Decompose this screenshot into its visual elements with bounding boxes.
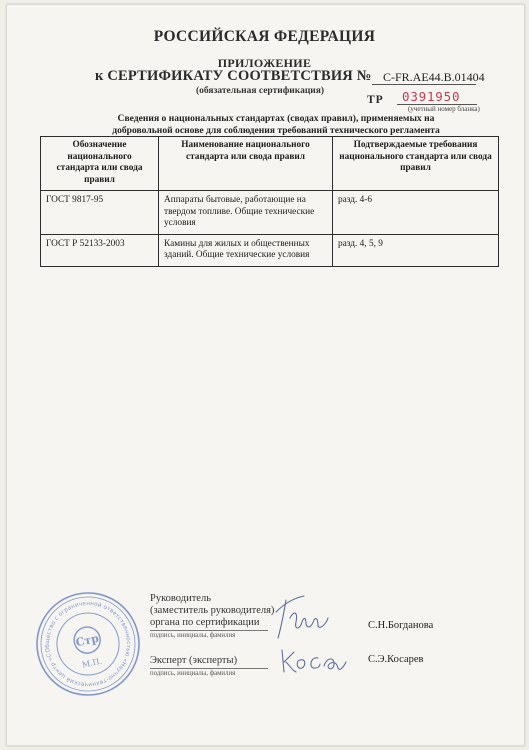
appendix-title: ПРИЛОЖЕНИЕ bbox=[217, 56, 312, 70]
column-header-name: Наименование национального стандарта или свода правил bbox=[159, 137, 333, 191]
expert-signature bbox=[278, 644, 350, 676]
head-name: С.Н.Богданова bbox=[368, 620, 434, 631]
head-signature-rule bbox=[150, 630, 268, 631]
standard-requirements: разд. 4-6 bbox=[333, 191, 499, 235]
head-title-line-2: (заместитель руководителя) bbox=[150, 605, 275, 616]
svg-text:Общество с ограниченной ответс: Общество с ограниченной ответственностью «Научно-технический центр «Сертификация» bbox=[44, 600, 132, 688]
column-header-requirements: Подтверждаемые требования национального стандарта или свода правил bbox=[333, 137, 499, 191]
expert-signature-rule bbox=[150, 668, 268, 669]
standard-code: ГОСТ Р 52133-2003 bbox=[41, 234, 159, 266]
standards-table bbox=[40, 136, 499, 267]
seal-mp: М.П. bbox=[81, 656, 103, 670]
head-caption: подпись, инициалы, фамилия bbox=[150, 632, 236, 639]
certification-seal bbox=[34, 590, 142, 698]
certificate-title: к СЕРТИФИКАТУ СООТВЕТСТВИЯ № bbox=[95, 68, 372, 84]
seal-icon bbox=[34, 590, 142, 698]
serial-caption: (учетный номер бланка) bbox=[408, 105, 480, 113]
expert-title: Эксперт (эксперты) bbox=[150, 655, 238, 666]
head-title-line-3: органа по сертификации bbox=[150, 617, 260, 628]
standards-heading: Сведения о национальных стандартах (сводах правил), применяемых на добровольной основе для соблюдения требований технического регламента bbox=[112, 113, 440, 136]
standard-code: ГОСТ 9817-95 bbox=[41, 191, 159, 235]
standard-name: Аппараты бытовые, работающие на твердом топливе. Общие технические условия bbox=[159, 191, 333, 235]
certificate-number-rule bbox=[372, 84, 476, 85]
serial-number: 0391950 bbox=[402, 89, 461, 104]
table-header-row bbox=[41, 137, 499, 191]
head-signature bbox=[272, 590, 332, 644]
expert-caption: подпись, инициалы, фамилия bbox=[150, 670, 236, 677]
mandatory-note: (обязательная сертификация) bbox=[196, 86, 325, 96]
standard-requirements: разд. 4, 5, 9 bbox=[333, 234, 499, 266]
expert-name: С.Э.Косарев bbox=[368, 654, 424, 665]
country-title: РОССИЙСКАЯ ФЕДЕРАЦИЯ bbox=[153, 28, 376, 45]
table-row bbox=[41, 191, 499, 235]
standard-name: Камины для жилых и общественных зданий. Общие технические условия bbox=[159, 234, 333, 266]
head-title-line-1: Руководитель bbox=[150, 593, 211, 604]
svg-text:Стр: Стр bbox=[74, 631, 101, 650]
table-row bbox=[41, 234, 499, 266]
column-header-code: Обозначение национального стандарта или свода правил bbox=[41, 137, 159, 191]
certificate-number: C-FR.AE44.B.01404 bbox=[383, 70, 485, 84]
series-label: ТР bbox=[367, 94, 384, 106]
